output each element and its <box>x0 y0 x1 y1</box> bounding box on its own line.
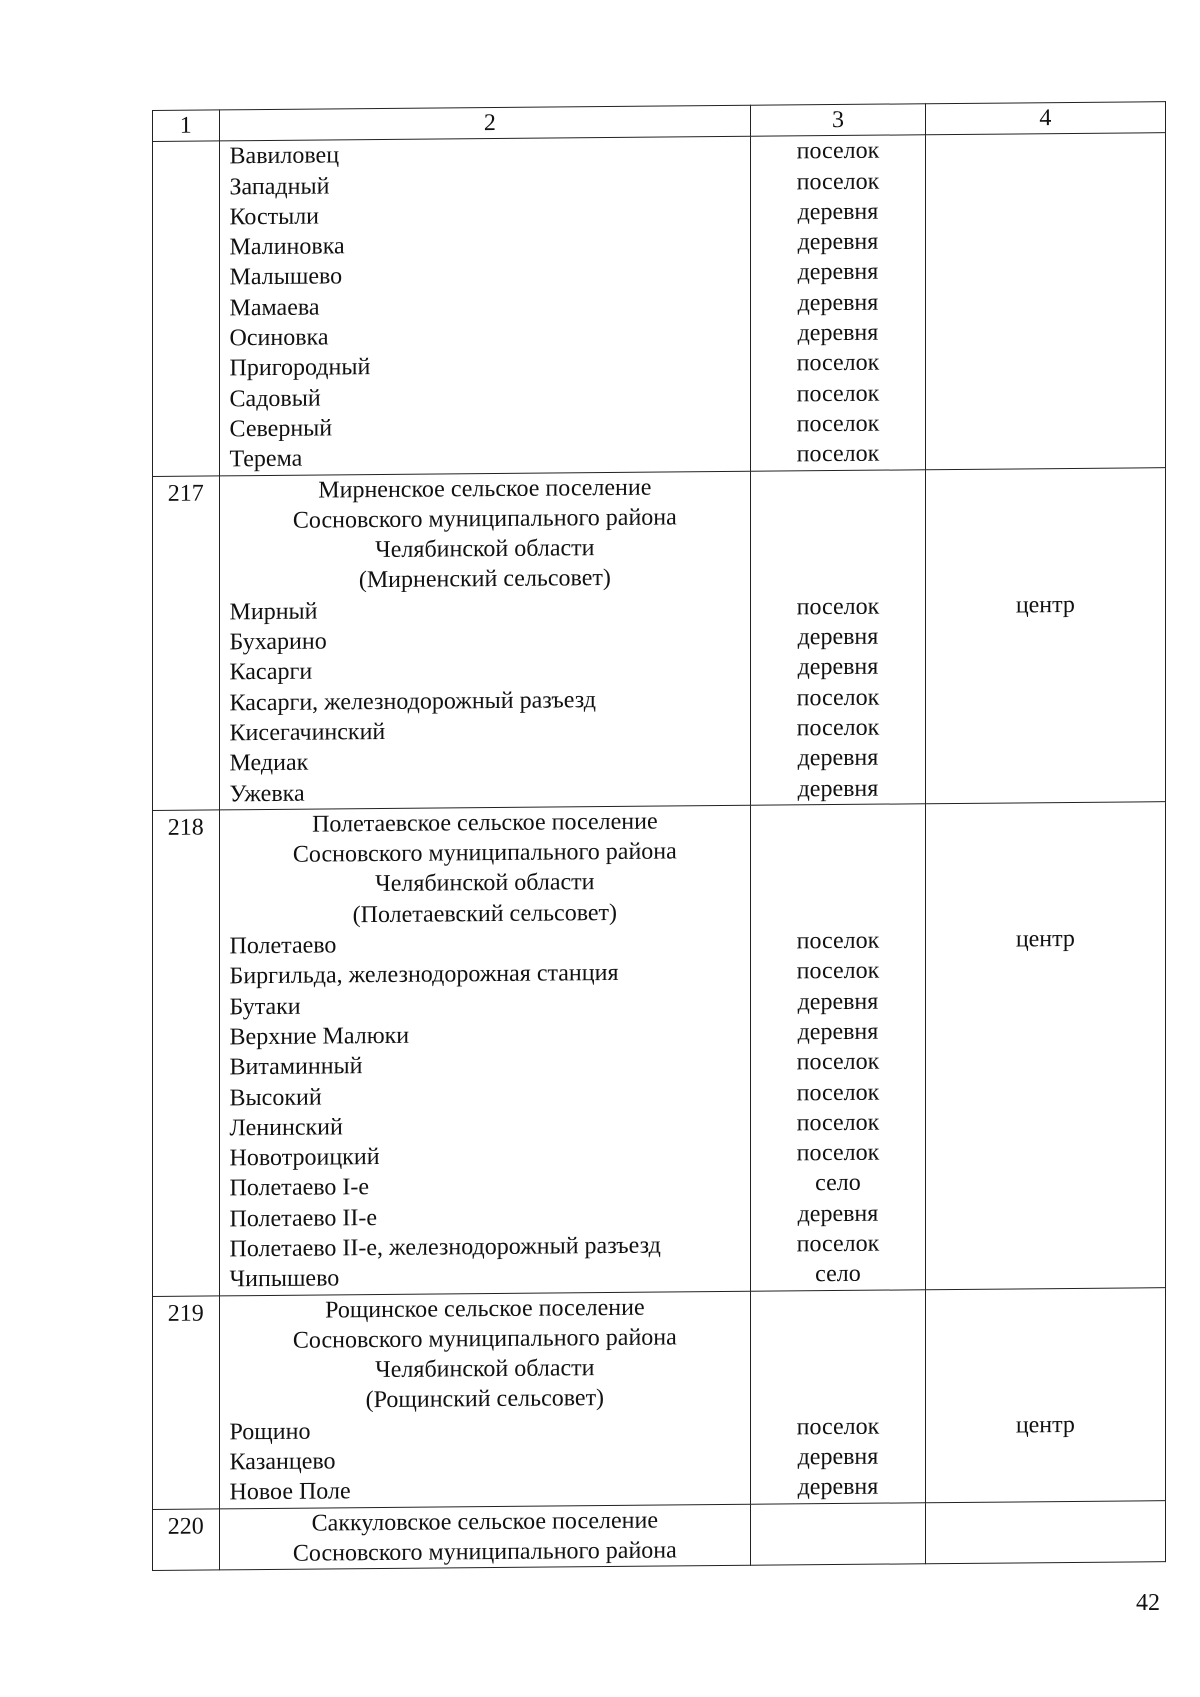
spacer-line <box>926 1318 1165 1350</box>
place-type: поселок <box>796 1413 880 1441</box>
settlement-names-cell <box>219 1291 751 1509</box>
header-col-3: 3 <box>751 104 926 137</box>
spacer-line <box>926 1501 1165 1533</box>
place-status <box>926 1196 1165 1228</box>
continuation-row <box>153 133 1166 476</box>
settlement-names-cell <box>219 805 751 1295</box>
settlement-title-line: Сосновского муниципального района <box>292 504 677 534</box>
settlement-number-cell <box>153 475 220 810</box>
spacer-line <box>751 561 925 593</box>
place-status <box>926 740 1165 772</box>
place-status <box>926 1044 1165 1076</box>
place-status <box>926 164 1165 196</box>
settlement-title-line: (Полетаевский сельсовет) <box>352 899 618 928</box>
spacer-line <box>751 1350 925 1382</box>
place-name: Бухарино <box>229 628 327 656</box>
spacer-line <box>751 1381 925 1413</box>
place-status <box>926 133 1165 165</box>
place-status <box>926 346 1165 378</box>
place-status <box>926 619 1165 651</box>
place-status <box>926 1135 1165 1167</box>
place-status <box>926 1439 1165 1471</box>
spacer-line <box>926 1348 1165 1380</box>
place-name: Пригородный <box>229 354 371 382</box>
place-type: поселок <box>796 593 880 621</box>
place-type: деревня <box>797 228 879 256</box>
place-name: Витаминный <box>229 1053 363 1081</box>
place-type: поселок <box>796 714 880 742</box>
place-name: Верхние Малюки <box>229 1022 410 1051</box>
spacer-line <box>751 1533 925 1565</box>
place-name: Чипышево <box>229 1265 340 1293</box>
place-type: деревня <box>797 289 879 317</box>
place-status <box>926 406 1165 438</box>
spacer-line <box>926 802 1165 834</box>
header-col-4: 4 <box>925 102 1165 135</box>
page-number: 42 <box>1136 1590 1160 1616</box>
place-name: Мамаева <box>229 294 320 322</box>
place-type: деревня <box>797 1018 879 1046</box>
settlement-title-line: Челябинской области <box>375 535 595 564</box>
place-name: Новое Поле <box>229 1478 351 1506</box>
settlement-title-line: Саккуловское сельское поселение <box>311 1507 659 1537</box>
place-status <box>926 1470 1165 1502</box>
spacer-line <box>926 832 1165 864</box>
place-status <box>926 1075 1165 1107</box>
place-name: Кисегачинский <box>229 718 386 747</box>
place-type: поселок <box>796 957 880 985</box>
place-name: Полетаево II-е <box>229 1204 378 1233</box>
place-type: деревня <box>797 259 879 286</box>
place-status <box>926 984 1165 1016</box>
place-type: село <box>815 1170 861 1197</box>
header-col-2: 2 <box>219 105 751 141</box>
place-type: деревня <box>797 1200 879 1228</box>
place-name: Северный <box>229 415 333 443</box>
place-name: Биргильда, железнодорожная станция <box>229 960 619 990</box>
place-status-cell <box>925 1500 1165 1564</box>
place-name: Ужевка <box>229 780 305 807</box>
place-type-cell <box>751 135 926 471</box>
settlement-title-line: Сосновского муниципального района <box>292 838 677 868</box>
place-name: Бутаки <box>229 993 301 1020</box>
place-status <box>926 285 1165 317</box>
spacer-line <box>926 528 1165 560</box>
settlement-names-cell <box>219 471 751 810</box>
place-status <box>926 1014 1165 1046</box>
place-status <box>926 1256 1165 1288</box>
place-type: село <box>815 1261 861 1288</box>
place-status-cell <box>925 1287 1165 1502</box>
place-name: Высокий <box>229 1084 322 1111</box>
place-status <box>926 255 1165 287</box>
place-name: Малиновка <box>229 233 345 261</box>
spacer-line <box>751 1503 925 1535</box>
place-name: Касарги <box>229 658 313 686</box>
place-status <box>926 1226 1165 1258</box>
place-status <box>926 771 1165 803</box>
place-type-cell <box>751 1289 926 1504</box>
place-status: центр <box>1015 591 1075 619</box>
place-type: деревня <box>797 319 879 347</box>
settlement-row <box>153 1287 1166 1509</box>
place-type: поселок <box>796 350 880 377</box>
place-type: поселок <box>796 137 880 165</box>
place-type: поселок <box>796 1048 880 1076</box>
place-type: поселок <box>796 168 880 195</box>
spacer-line <box>926 1379 1165 1411</box>
place-status <box>926 953 1165 985</box>
spacer-line <box>751 804 925 836</box>
place-name: Терема <box>229 445 303 473</box>
settlement-number: 220 <box>167 1513 204 1540</box>
settlement-number-cell <box>153 810 220 1296</box>
settlements-table <box>152 101 1166 1571</box>
place-status: центр <box>1015 1411 1075 1439</box>
settlement-number-cell <box>153 1509 220 1571</box>
place-type: поселок <box>796 1079 880 1106</box>
place-status-cell <box>925 467 1165 803</box>
settlement-number-cell <box>153 1295 220 1509</box>
settlement-names-cell <box>219 137 751 476</box>
place-status <box>926 224 1165 256</box>
spacer-line <box>926 1288 1165 1320</box>
place-name: Западный <box>229 173 330 200</box>
header-col-1: 1 <box>153 110 220 142</box>
place-name: Вавиловец <box>229 142 340 170</box>
place-name: Садовый <box>229 385 321 412</box>
place-status <box>926 315 1165 347</box>
place-type: поселок <box>796 684 880 712</box>
place-status-cell <box>925 801 1165 1289</box>
place-type-cell <box>751 469 926 805</box>
place-name: Костыли <box>229 203 320 231</box>
settlement-title-line: Челябинской области <box>375 1355 595 1384</box>
place-type: деревня <box>797 1474 879 1501</box>
place-name: Медиак <box>229 749 309 777</box>
place-type-cell <box>751 804 926 1291</box>
place-type: деревня <box>797 623 879 651</box>
spacer-line <box>926 1531 1165 1563</box>
place-type: деревня <box>797 988 879 1015</box>
place-type: поселок <box>796 440 880 468</box>
table-body <box>153 133 1166 1571</box>
settlement-title-line: Рощинское сельское поселение <box>325 1294 645 1324</box>
place-name: Рощино <box>229 1418 311 1446</box>
place-status <box>926 436 1165 468</box>
place-name: Полетаево I-е <box>229 1174 370 1202</box>
place-type: деревня <box>797 198 879 226</box>
settlement-title-line: Сосновского муниципального района <box>292 1324 677 1354</box>
place-name: Осиновка <box>229 324 329 352</box>
place-type: поселок <box>796 380 880 408</box>
spacer-line <box>751 470 925 502</box>
place-type: деревня <box>797 1443 879 1471</box>
place-type: деревня <box>797 775 879 802</box>
spacer-line <box>751 865 925 897</box>
spacer-line <box>751 834 925 866</box>
spacer-line <box>926 559 1165 591</box>
spacer-line <box>926 498 1165 530</box>
settlement-title-line: Полетаевское сельское поселение <box>312 808 658 838</box>
place-status <box>926 1105 1165 1137</box>
spacer-line <box>926 468 1165 500</box>
spacer-line <box>926 893 1165 925</box>
spacer-line <box>926 863 1165 895</box>
place-status <box>926 1166 1165 1198</box>
place-type: деревня <box>797 744 879 772</box>
settlement-title-line: (Мирненский сельсовет) <box>358 565 611 594</box>
settlement-number-cell <box>153 141 220 476</box>
place-type: поселок <box>796 1139 880 1167</box>
settlement-title-line: Сосновского муниципального района <box>292 1537 677 1567</box>
place-type: поселок <box>796 927 880 955</box>
settlement-number: 219 <box>167 1300 204 1327</box>
settlement-row <box>153 801 1166 1296</box>
place-type: поселок <box>796 410 880 438</box>
place-type: деревня <box>797 654 879 681</box>
settlement-number: 218 <box>167 814 204 841</box>
spacer-line <box>751 1320 925 1352</box>
place-status <box>926 680 1165 712</box>
settlement-title-line: (Рощинский сельсовет) <box>365 1385 605 1414</box>
place-name: Полетаево II-е, железнодорожный разъезд <box>229 1232 661 1263</box>
place-status <box>926 376 1165 408</box>
place-name: Касарги, железнодорожный разъезд <box>229 686 596 716</box>
settlement-title-line: Челябинской области <box>375 869 595 898</box>
place-name: Новотроицкий <box>229 1144 380 1172</box>
place-name: Малышево <box>229 263 343 291</box>
place-name: Полетаево <box>229 932 337 960</box>
place-status: центр <box>1015 925 1075 953</box>
settlement-number: 217 <box>167 480 204 507</box>
place-type: поселок <box>796 1109 880 1137</box>
spacer-line <box>751 530 925 562</box>
place-type: поселок <box>796 1230 880 1258</box>
place-status <box>926 194 1165 226</box>
place-status <box>926 710 1165 742</box>
spacer-line <box>751 895 925 927</box>
place-status-cell <box>925 133 1165 469</box>
place-type-cell <box>751 1502 926 1565</box>
place-status <box>926 650 1165 682</box>
place-name: Ленинский <box>229 1114 343 1142</box>
spacer-line <box>751 1290 925 1322</box>
place-name: Казанцево <box>229 1448 336 1476</box>
spacer-line <box>751 500 925 532</box>
settlement-names-cell <box>219 1504 751 1570</box>
settlement-row <box>153 1500 1166 1570</box>
settlement-row <box>153 467 1166 810</box>
settlement-title-line: Мирненское сельское поселение <box>318 474 652 504</box>
place-name: Мирный <box>229 598 318 626</box>
